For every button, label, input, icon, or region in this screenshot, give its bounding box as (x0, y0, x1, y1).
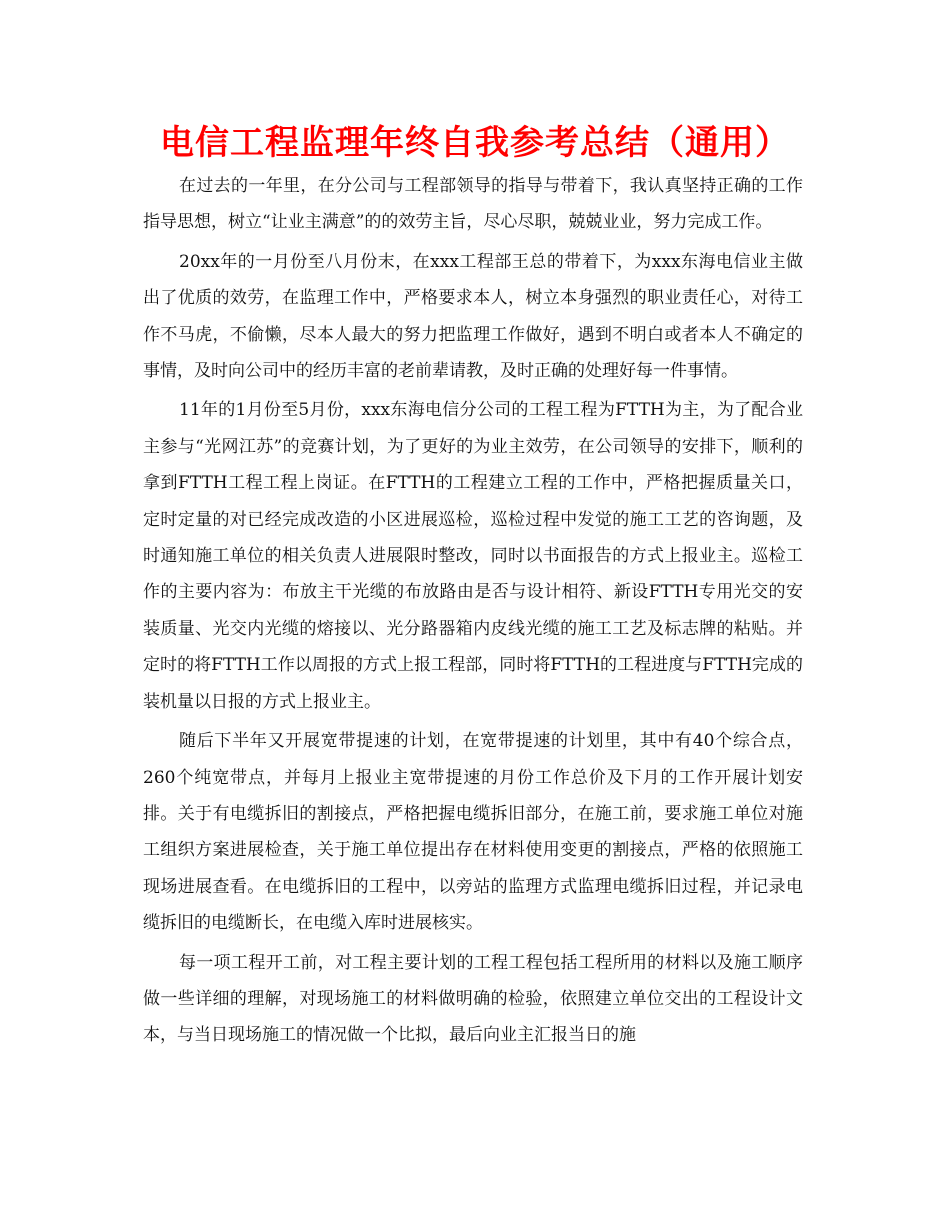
paragraph-1: 在过去的一年里，在分公司与工程部领导的指导与带着下，我认真坚持正确的工作指导思想，树立“让业主满意”的的效劳主旨，尽心尽职，兢兢业业，努力完成工作。 (143, 176, 803, 233)
paragraph-3: 11年的1月份至5月份，xxx东海电信分公司的工程工程为FTTH为主，为了配合业主参与“光网江苏”的竞赛计划，为了更好的为业主效劳，在公司领导的安排下，顺利的拿到FTTH工程工程上岗证。在FTTH的工程建立工程的工作中，严格把握质量关口，定时定量的对已经完成改造的小区进展巡检，巡检过程中发觉的施工工艺的咨询题，及时通知施工单位的相关负责人进展限时整改，同时以书面报告的方式上报业主。巡检工作的主要内容为：布放主干光缆的布放路由是否与设计相符、新设FTTH专用光交的安装质量、光交内光缆的熔接以、光分路器箱内皮线光缆的施工工艺及标志牌的粘贴。并定时的将FTTH工作以周报的方式上报工程部，同时将FTTH的工程进度与FTTH完成的装机量以日报的方式上报业主。 (143, 400, 803, 712)
paragraph-2: 20xx年的一月份至八月份末，在xxx工程部王总的带着下，为xxx东海电信业主做出了优质的效劳，在监理工作中，严格要求本人，树立本身强烈的职业责任心，对待工作不马虎，不偷懒，尽本人最大的努力把监理工作做好，遇到不明白或者本人不确定的事情，及时向公司中的经历丰富的老前辈请教，及时正确的处理好每一件事情。 (143, 251, 803, 382)
document-body (143, 168, 803, 1057)
paragraph-5: 每一项工程开工前，对工程主要计划的工程工程包括工程所用的材料以及施工顺序做一些详细的理解，对现场施工的材料做明确的检验，依照建立单位交出的工程设计文本，与当日现场施工的情况做一个比拟，最后向业主汇报当日的施 (143, 952, 803, 1046)
document-title: 电信工程监理年终自我参考总结（通用） (160, 123, 790, 163)
paragraph-4: 随后下半年又开展宽带提速的计划，在宽带提速的计划里，其中有40个综合点，260个纯宽带点，并每月上报业主宽带提速的月份工作总价及下月的工作开展计划安排。关于有电缆拆旧的割接点，严格把握电缆拆旧部分，在施工前，要求施工单位对施工组织方案进展检查，关于施工单位提出存在材料使用变更的割接点，严格的依照施工现场进展查看。在电缆拆旧的工程中，以旁站的监理方式监理电缆拆旧过程，并记录电缆拆旧的电缆断长，在电缆入库时进展核实。 (143, 731, 803, 934)
